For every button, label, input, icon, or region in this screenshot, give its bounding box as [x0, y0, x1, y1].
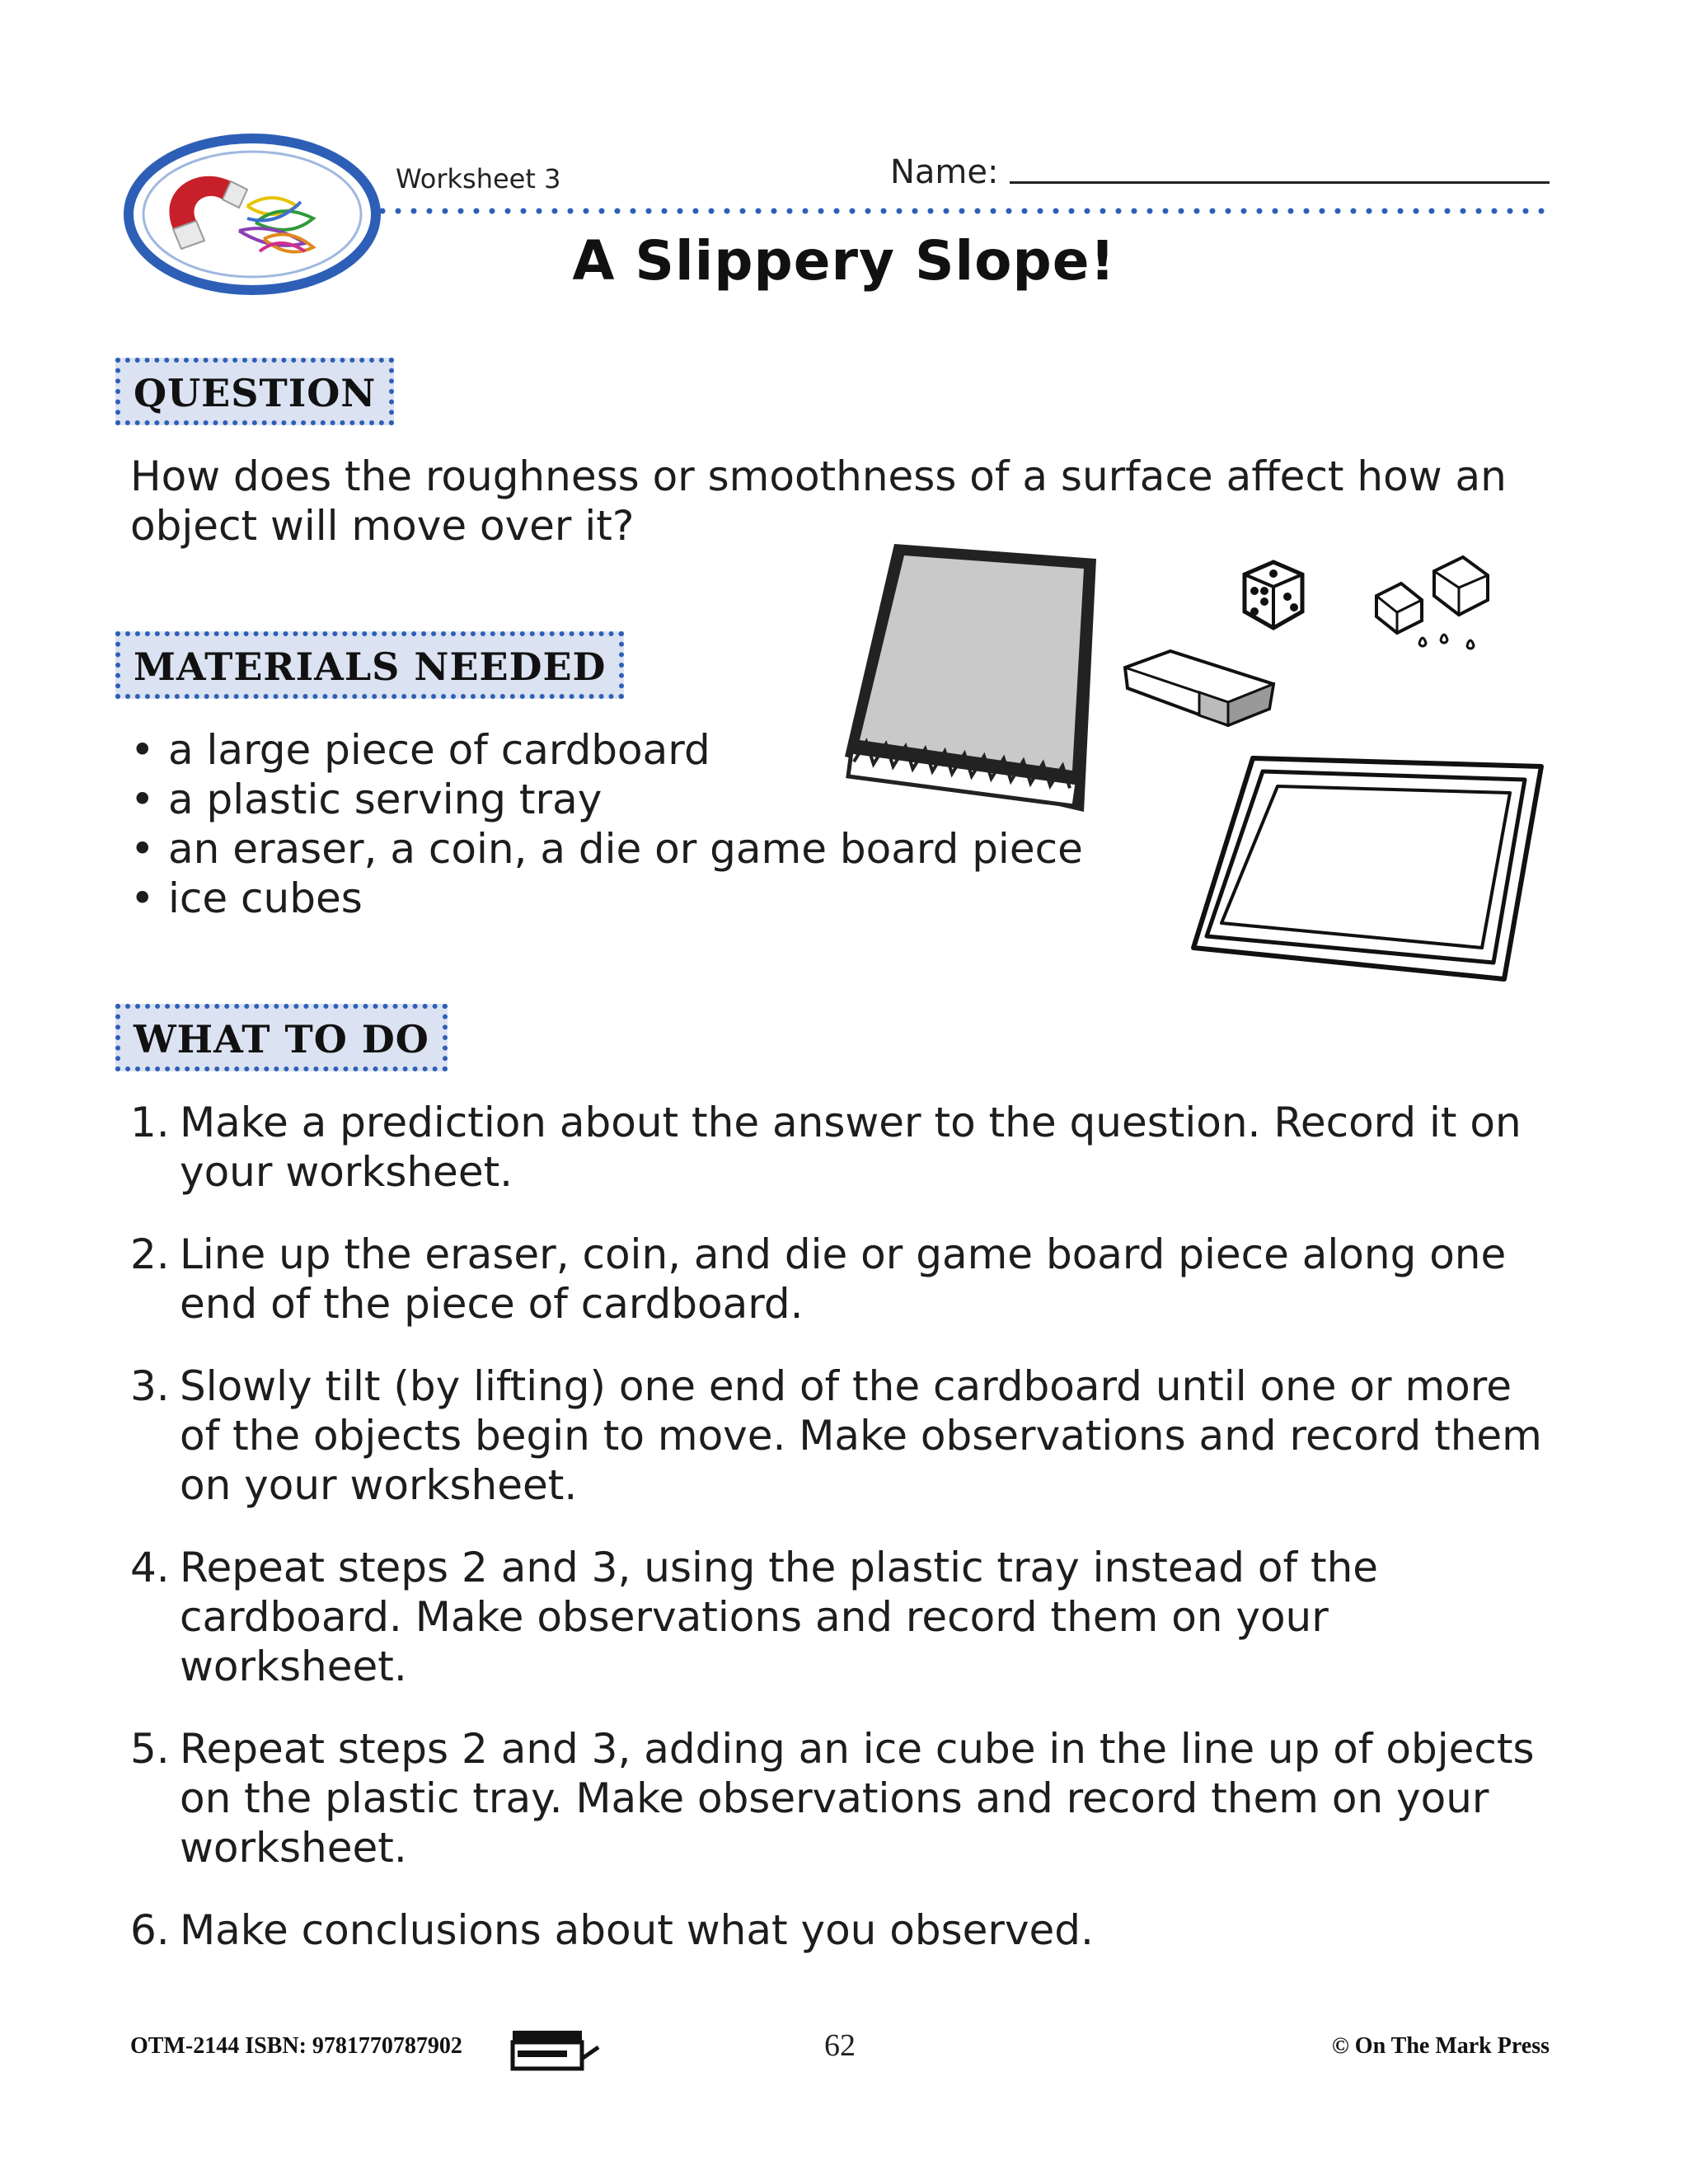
ice-cubes-icon — [1368, 551, 1517, 666]
worksheet-label: Worksheet 3 — [396, 163, 561, 194]
list-item: 4. Repeat steps 2 and 3, using the plastic tray instead of the cardboard. Make observations and record them on your worksheet. — [130, 1544, 1379, 1690]
question-section-tag: QUESTION — [115, 358, 394, 425]
list-item: 6. Make conclusions about what you observed. — [130, 1906, 1094, 1954]
header-dotted-divider — [379, 206, 1550, 216]
steps-list — [130, 1098, 1564, 1988]
materials-section-tag: MATERIALS NEEDED — [115, 631, 624, 699]
cardboard-icon — [837, 536, 1109, 820]
list-item: • a plastic serving tray — [130, 775, 1202, 824]
list-item: 2. Line up the eraser, coin, and die or game board piece along one end of the piece of cardboard. — [130, 1230, 1507, 1328]
page-title: A Slippery Slope! — [572, 229, 1116, 293]
list-item: • a large piece of cardboard — [130, 725, 1202, 775]
name-blank-line[interactable] — [1010, 181, 1550, 184]
scanner-icon — [509, 2026, 602, 2072]
list-item: • ice cubes — [130, 874, 1202, 923]
copyright: © On The Mark Press — [1331, 2033, 1550, 2059]
what-to-do-section-tag: WHAT TO DO — [115, 1004, 448, 1071]
name-label: Name: — [890, 153, 999, 191]
page-number: 62 — [824, 2028, 856, 2063]
list-item: 3. Slowly tilt (by lifting) one end of the cardboard until one or more of the objects begin to move. Make observations and record them on your worksheet. — [130, 1362, 1542, 1509]
list-item: • an eraser, a coin, a die or game board piece — [130, 824, 1202, 874]
footer-product-code: OTM-2144 ISBN: 9781770787902 — [130, 2033, 462, 2059]
list-item: 5. Repeat steps 2 and 3, adding an ice cube in the line up of objects on the plastic tray. Make observations and record them on your worksheet. — [130, 1725, 1535, 1872]
die-icon — [1236, 554, 1311, 636]
eraser-icon — [1121, 643, 1278, 733]
plastic-tray-icon — [1187, 750, 1550, 989]
list-item: 1. Make a prediction about the answer to the question. Record it on your worksheet. — [130, 1099, 1522, 1196]
question-text: How does the roughness or smoothness of a surface affect how an object will move over it? — [130, 452, 1507, 550]
